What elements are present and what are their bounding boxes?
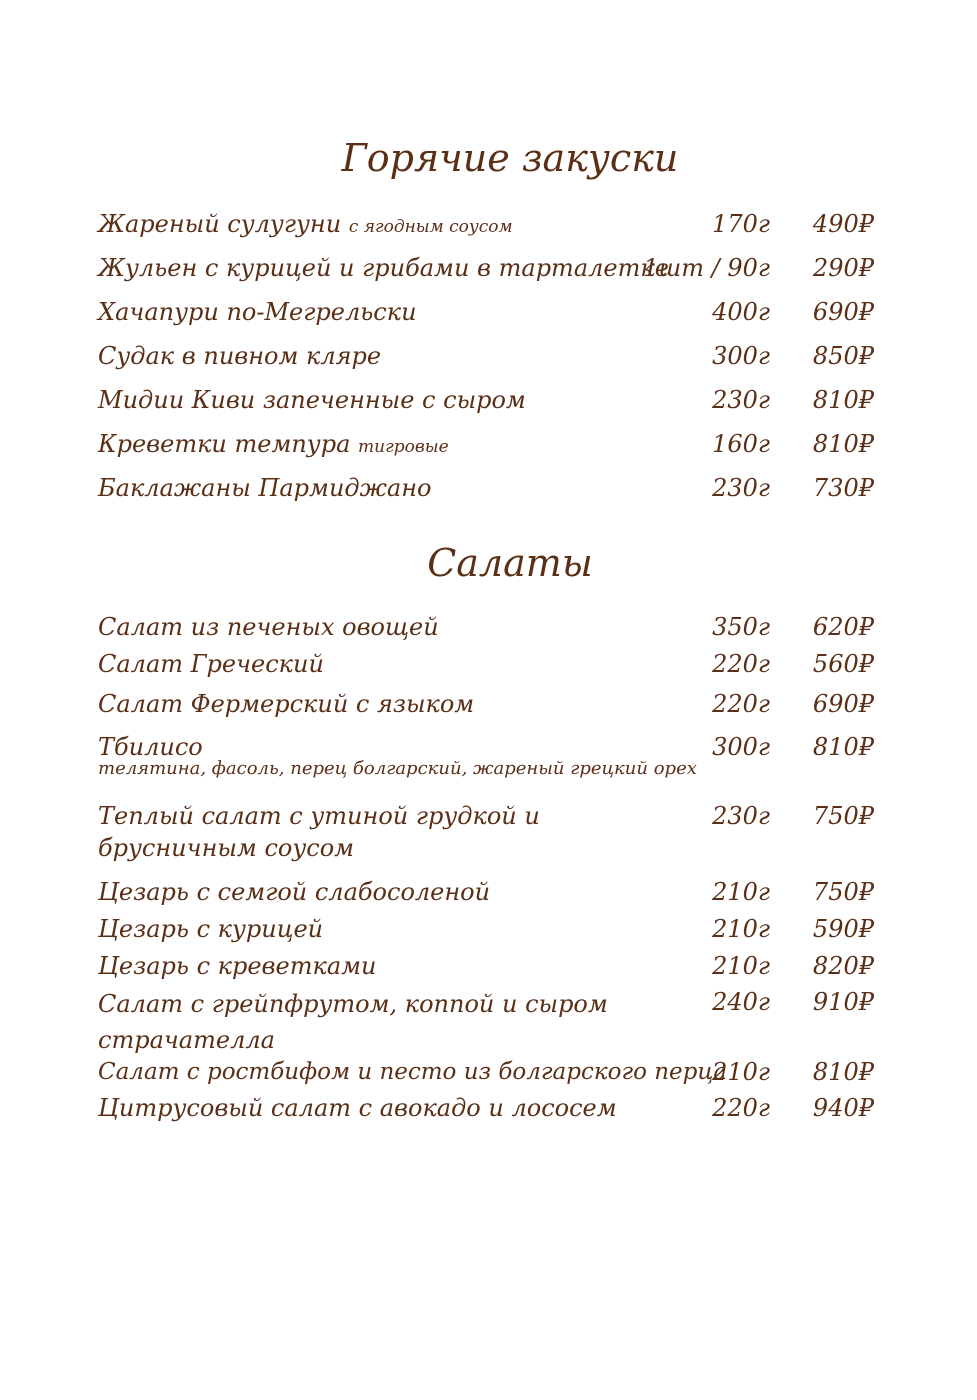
item-weight: 210г: [712, 1058, 770, 1086]
section-title-hot-appetizers: Горячие закуски: [341, 136, 679, 180]
item-price: 940₽: [812, 1094, 874, 1122]
item-price: 730₽: [812, 474, 874, 502]
item-price: 560₽: [812, 650, 874, 678]
item-price: 750₽: [812, 802, 874, 830]
item-weight: 220г: [712, 690, 770, 718]
item-price: 910₽: [812, 988, 874, 1016]
item-price: 690₽: [812, 298, 874, 326]
item-weight: 350г: [712, 613, 770, 641]
item-weight: 170г: [712, 210, 770, 238]
item-note: с ягодным соусом: [348, 217, 513, 237]
item-note: тигровые: [358, 437, 449, 457]
item-weight: 240г: [712, 988, 770, 1016]
item-name: Хачапури по-Мегрельски: [98, 298, 417, 326]
item-weight: 210г: [712, 952, 770, 980]
item-weight: 160г: [712, 430, 770, 458]
item-name: Салат Фермерский с языком: [98, 690, 475, 718]
item-weight: 220г: [712, 1094, 770, 1122]
item-description: телятина, фасоль, перец болгарский, жареный грецкий орех: [98, 758, 697, 779]
item-price: 490₽: [812, 210, 874, 238]
item-name: Салат из печеных овощей: [98, 613, 439, 641]
item-weight: 230г: [712, 474, 770, 502]
item-name: Жареный сулугуни с ягодным соусом: [98, 210, 513, 238]
item-name: Цезарь с семгой слабосоленой: [98, 878, 491, 906]
item-name: Тбилисо: [98, 733, 203, 761]
item-name: Салат с ростбифом и песто из болгарского перца: [98, 1059, 728, 1085]
item-weight: 210г: [712, 878, 770, 906]
item-name: Мидии Киви запеченные с сыром: [98, 386, 526, 414]
item-weight: 300г: [712, 733, 770, 761]
section-title-salads: Салаты: [427, 541, 593, 585]
item-name: Салат Греческий: [98, 650, 324, 678]
item-price: 810₽: [812, 430, 874, 458]
item-price: 750₽: [812, 878, 874, 906]
item-price: 820₽: [812, 952, 874, 980]
item-name: Креветки темпура тигровые: [98, 430, 449, 458]
item-weight: 1шт / 90г: [643, 254, 770, 282]
item-price: 810₽: [812, 733, 874, 761]
item-name: Цезарь с курицей: [98, 915, 324, 943]
item-weight: 300г: [712, 342, 770, 370]
item-name: Цезарь с креветками: [98, 952, 377, 980]
item-weight: 230г: [712, 802, 770, 830]
item-price: 690₽: [812, 690, 874, 718]
item-weight: 220г: [712, 650, 770, 678]
item-name: Цитрусовый салат с авокадо и лососем: [98, 1094, 617, 1122]
item-price: 810₽: [812, 386, 874, 414]
item-weight: 230г: [712, 386, 770, 414]
item-name: Салат с грейпфрутом, коппой и сыром страчателла: [98, 990, 608, 1054]
item-price: 590₽: [812, 915, 874, 943]
item-name: Теплый салат с утиной грудкой и брусничным соусом: [98, 802, 540, 862]
item-name: Баклажаны Пармиджано: [98, 474, 432, 502]
item-weight: 400г: [712, 298, 770, 326]
item-price: 290₽: [812, 254, 874, 282]
item-price: 620₽: [812, 613, 874, 641]
item-weight: 210г: [712, 915, 770, 943]
item-price: 850₽: [812, 342, 874, 370]
item-price: 810₽: [812, 1058, 874, 1086]
item-name: Судак в пивном кляре: [98, 342, 382, 370]
item-name: Жульен с курицей и грибами в тарталетке: [98, 254, 669, 282]
